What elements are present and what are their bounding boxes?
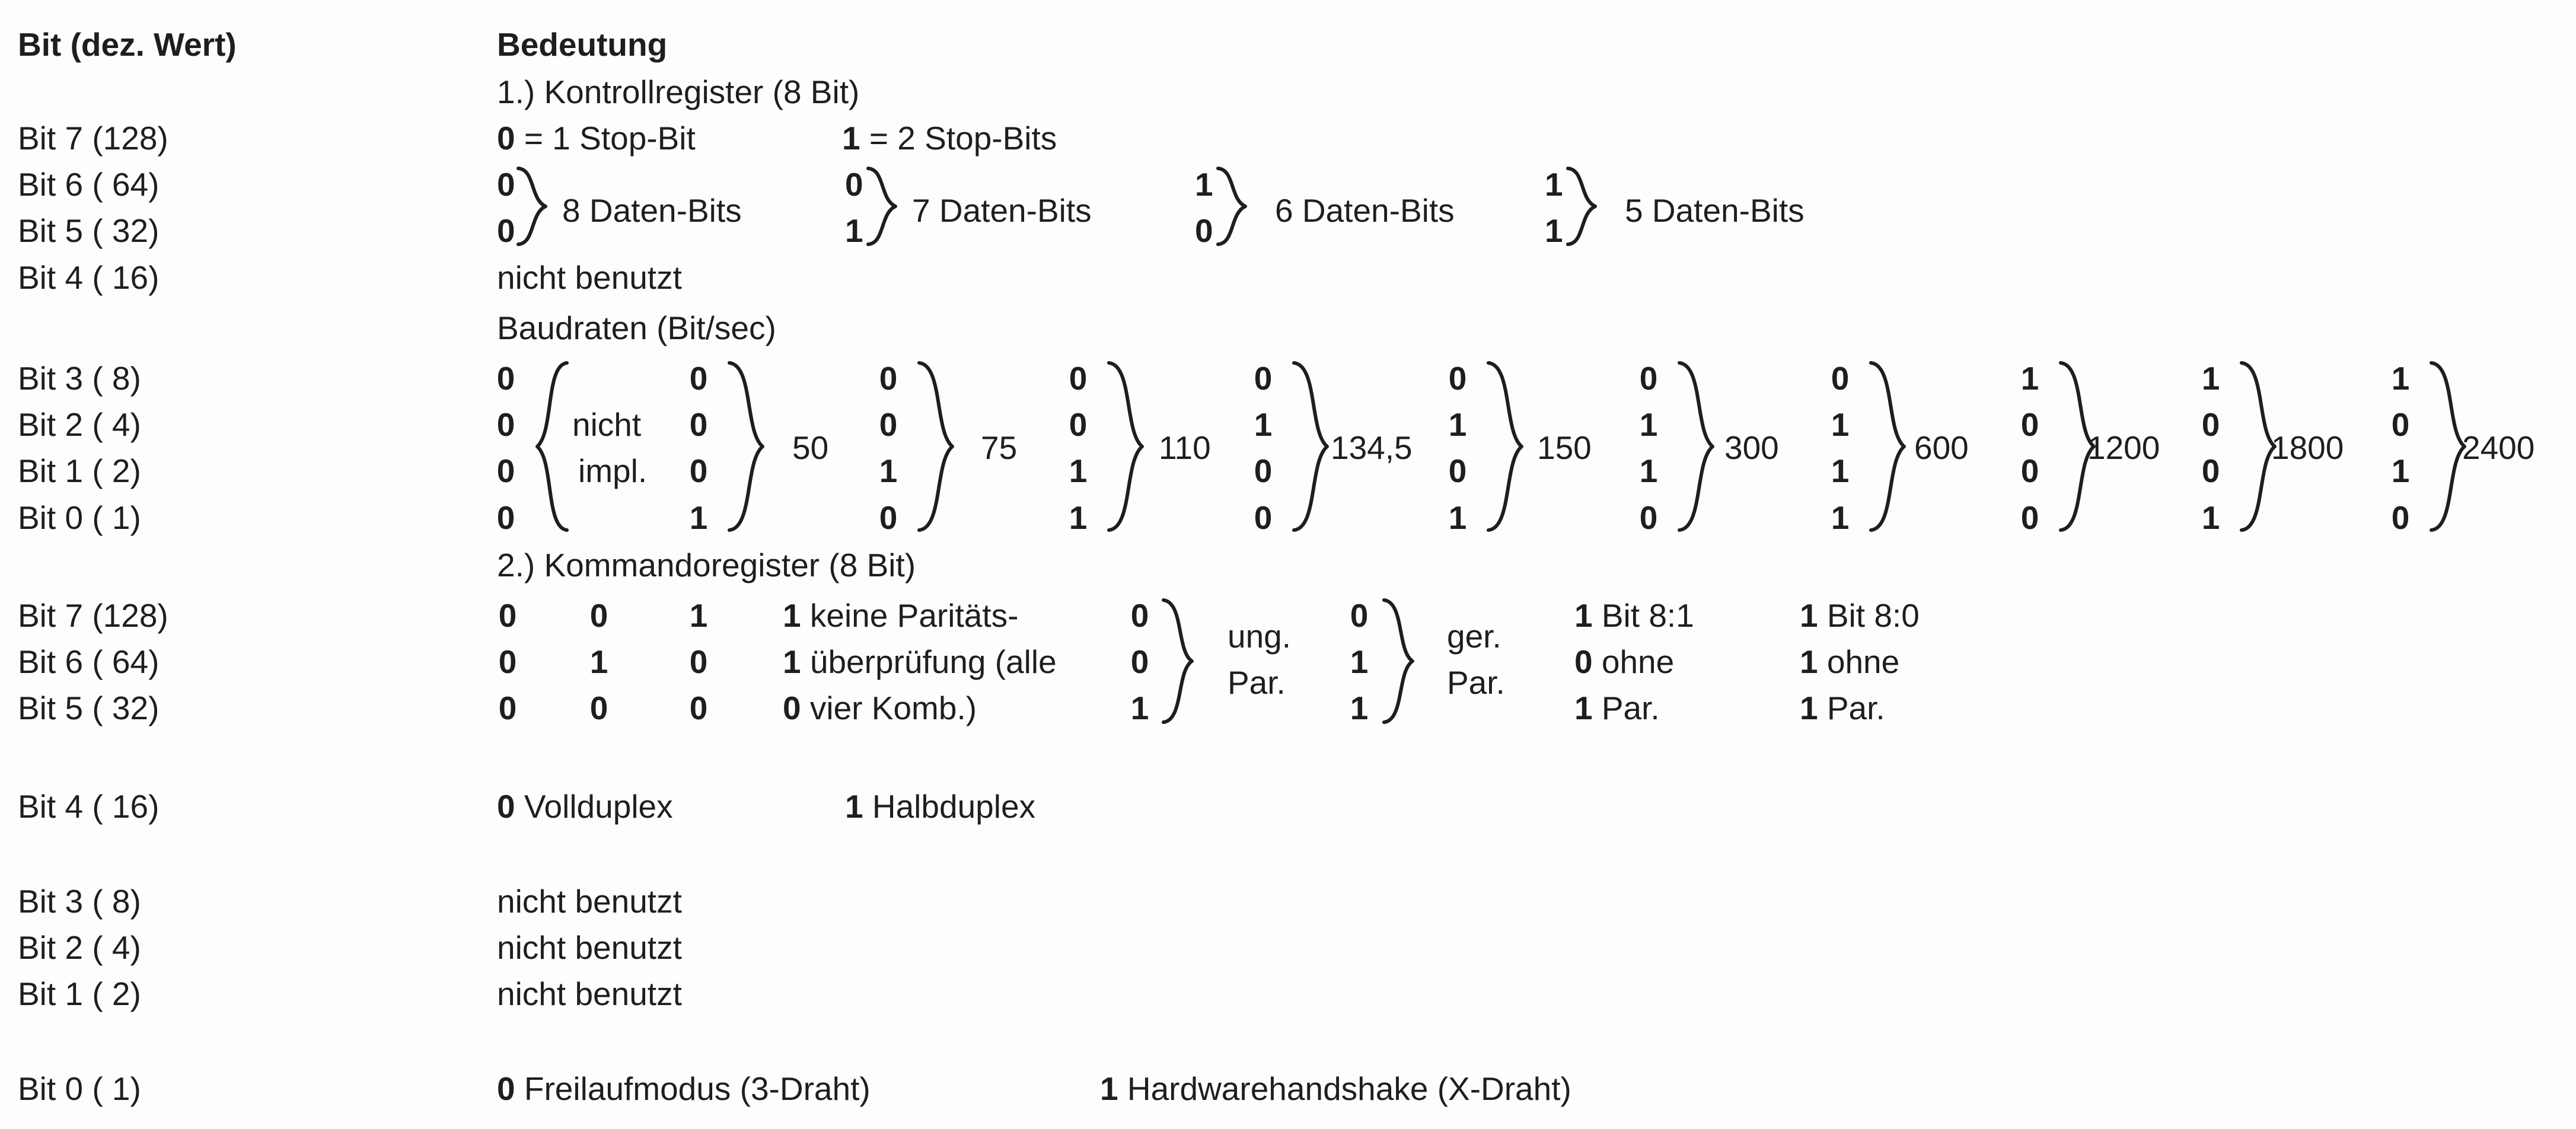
baud-rates-title: Baudraten (Bit/sec) — [497, 310, 776, 346]
baud-10-bit0: 0 — [2391, 499, 2410, 536]
no-parity-text-line1 — [783, 596, 1018, 635]
data-bits-5-bit6: 1 — [1545, 166, 1563, 203]
baud-4-bit0: 0 — [1254, 499, 1273, 536]
data-bits-8-brace — [516, 166, 551, 247]
not-implemented-line2: impl. — [578, 452, 648, 489]
half-duplex-option — [845, 787, 1035, 826]
odd-parity-bit5: 1 — [1130, 690, 1149, 726]
bit8-zero-v2: 1 — [1800, 643, 1818, 680]
hardware-handshake-option — [1100, 1069, 1571, 1108]
bit8-one-l2: ohne — [1592, 643, 1675, 680]
bit8-zero-line3 — [1800, 688, 1885, 728]
no-parity-c1-bit7: 0 — [498, 597, 517, 634]
baud-3-brace — [1107, 361, 1148, 532]
data-bits-8-bit6: 0 — [497, 166, 515, 203]
baud-1-bit1: 0 — [689, 452, 708, 489]
bit8-zero-line1 — [1800, 596, 1920, 635]
row-label-bit0: Bit 0 ( 1) — [18, 499, 141, 536]
odd-parity-label-2: Par. — [1228, 664, 1286, 701]
baud-6-brace — [1677, 361, 1719, 532]
baud-1-bit2: 0 — [689, 406, 708, 443]
data-bits-7-bit5: 1 — [845, 212, 863, 249]
baud-7-bit1: 1 — [1831, 452, 1850, 489]
baud-3-bit1: 1 — [1069, 452, 1088, 489]
even-parity-bit7: 0 — [1350, 597, 1369, 634]
baud-0-bit1: 0 — [496, 452, 515, 489]
cmd-bit3-unused: nicht benutzt — [497, 883, 682, 920]
even-parity-bit6: 1 — [1350, 643, 1369, 680]
data-bits-6-bit5: 0 — [1195, 212, 1213, 249]
odd-parity-label-1: ung. — [1228, 618, 1292, 655]
cmd-row-label-bit4: Bit 4 ( 16) — [18, 788, 160, 825]
baud-5-brace — [1486, 361, 1528, 532]
bit8-one-line1 — [1574, 596, 1694, 635]
data-bits-7-label: 7 Daten-Bits — [912, 192, 1092, 229]
baud-8-bit0: 0 — [2020, 499, 2039, 536]
meaning-column-header: Bedeutung — [497, 26, 668, 63]
stop-bit-option-0 — [497, 119, 696, 158]
baud-rate-label-6: 300 — [1724, 429, 1779, 466]
baud-7-bit3: 0 — [1831, 360, 1850, 397]
bit8-zero-l3: Par. — [1818, 690, 1885, 726]
baud-10-bit1: 1 — [2391, 452, 2410, 489]
row-label-bit1: Bit 1 ( 2) — [18, 452, 141, 489]
cmd-bit2-unused: nicht benutzt — [497, 929, 682, 966]
half-duplex-value: 1 — [845, 788, 863, 825]
baud-4-brace — [1292, 361, 1333, 532]
bit8-one-l3: Par. — [1592, 690, 1660, 726]
no-parity-c2-bit5: 0 — [589, 690, 608, 726]
data-bits-6-bit6: 1 — [1195, 166, 1213, 203]
even-parity-brace — [1382, 598, 1417, 725]
baud-1-brace — [727, 361, 769, 532]
no-parity-c4-bit5: 0 — [783, 690, 801, 726]
baud-2-bit3: 0 — [879, 360, 898, 397]
bit8-zero-l2: ohne — [1818, 643, 1900, 680]
bit-column-header: Bit (dez. Wert) — [18, 26, 237, 63]
command-register-title: 2.) Kommandoregister (8 Bit) — [497, 547, 916, 583]
cmd-bit1-unused: nicht benutzt — [497, 975, 682, 1012]
no-parity-c2-bit6: 1 — [589, 643, 608, 680]
no-parity-label-1: keine Paritäts- — [801, 597, 1019, 634]
free-run-mode-option — [497, 1069, 871, 1108]
data-bits-5-label: 5 Daten-Bits — [1625, 192, 1805, 229]
row-label-bit2: Bit 2 ( 4) — [18, 406, 141, 443]
bit8-one-line3 — [1574, 688, 1660, 728]
no-parity-c3-bit7: 1 — [689, 597, 708, 634]
baud-2-bit0: 0 — [879, 499, 898, 536]
even-parity-bit5: 1 — [1350, 690, 1369, 726]
bit8-one-v1: 1 — [1574, 597, 1593, 634]
bit8-zero-l1: Bit 8:0 — [1818, 597, 1920, 634]
data-bits-6-brace — [1216, 166, 1251, 247]
row-label-bit4: Bit 4 ( 16) — [18, 259, 160, 296]
baud-9-bit3: 1 — [2201, 360, 2220, 397]
no-parity-c2-bit7: 0 — [589, 597, 608, 634]
even-parity-label-1: ger. — [1447, 618, 1501, 655]
cmd-row-label-bit5: Bit 5 ( 32) — [18, 690, 160, 726]
hardware-handshake-label: Hardwarehandshake (X-Draht) — [1118, 1070, 1571, 1107]
bit8-zero-v1: 1 — [1800, 597, 1818, 634]
odd-parity-brace — [1161, 598, 1197, 725]
baud-8-bit3: 1 — [2020, 360, 2039, 397]
cmd-row-label-bit3: Bit 3 ( 8) — [18, 883, 141, 920]
baud-6-bit0: 0 — [1639, 499, 1658, 536]
bit8-zero-line2 — [1800, 642, 1899, 681]
no-parity-c1-bit5: 0 — [498, 690, 517, 726]
no-parity-c4-bit6: 1 — [783, 643, 801, 680]
baud-2-brace — [917, 361, 958, 532]
data-bits-5-bit5: 1 — [1545, 212, 1563, 249]
no-parity-text-line2 — [783, 642, 1057, 681]
baud-rate-label-7: 600 — [1914, 429, 1969, 466]
bit8-one-line2 — [1574, 642, 1674, 681]
data-bits-7-brace — [866, 166, 901, 247]
odd-parity-bit7: 0 — [1130, 597, 1149, 634]
row-label-bit7: Bit 7 (128) — [18, 120, 168, 157]
half-duplex-label: Halbduplex — [863, 788, 1036, 825]
baud-rate-label-5: 150 — [1537, 429, 1592, 466]
full-duplex-option — [497, 787, 673, 826]
baud-rate-label-1: 50 — [792, 429, 829, 466]
baud-8-bit2: 0 — [2020, 406, 2039, 443]
baud-9-bit0: 1 — [2201, 499, 2220, 536]
baud-3-bit3: 0 — [1069, 360, 1088, 397]
no-parity-c3-bit5: 0 — [689, 690, 708, 726]
baud-5-bit0: 1 — [1448, 499, 1467, 536]
baud-2-bit1: 1 — [879, 452, 898, 489]
cmd-row-label-bit1: Bit 1 ( 2) — [18, 975, 141, 1012]
no-parity-label-2: überprüfung (alle — [801, 643, 1057, 680]
bit8-zero-v3: 1 — [1800, 690, 1818, 726]
row-label-bit6: Bit 6 ( 64) — [18, 166, 160, 203]
data-bits-8-bit5: 0 — [497, 212, 515, 249]
stop-bit-value-0: 0 — [497, 120, 515, 157]
baud-5-bit3: 0 — [1448, 360, 1467, 397]
free-run-mode-value: 0 — [497, 1070, 515, 1107]
baud-not-impl-left-brace — [534, 361, 569, 532]
baud-6-bit1: 1 — [1639, 452, 1658, 489]
full-duplex-label: Vollduplex — [515, 788, 673, 825]
baud-6-bit2: 1 — [1639, 406, 1658, 443]
baud-10-bit2: 0 — [2391, 406, 2410, 443]
data-bits-8-label: 8 Daten-Bits — [562, 192, 742, 229]
full-duplex-value: 0 — [497, 788, 515, 825]
baud-0-bit2: 0 — [496, 406, 515, 443]
baud-5-bit1: 0 — [1448, 452, 1467, 489]
bit8-one-v3: 1 — [1574, 690, 1593, 726]
baud-7-bit0: 1 — [1831, 499, 1850, 536]
control-register-title: 1.) Kontrollregister (8 Bit) — [497, 74, 860, 110]
baud-rate-label-4: 134,5 — [1331, 429, 1413, 466]
not-implemented-line1: nicht — [572, 406, 642, 443]
no-parity-label-3: vier Komb.) — [801, 690, 977, 726]
row-label-bit5: Bit 5 ( 32) — [18, 212, 160, 249]
baud-rate-label-9: 1800 — [2271, 429, 2344, 466]
baud-7-brace — [1869, 361, 1910, 532]
baud-1-bit3: 0 — [689, 360, 708, 397]
baud-3-bit0: 1 — [1069, 499, 1088, 536]
cmd-row-label-bit7: Bit 7 (128) — [18, 597, 168, 634]
stop-bit-value-1: 1 — [842, 120, 860, 157]
baud-9-bit2: 0 — [2201, 406, 2220, 443]
no-parity-c1-bit6: 0 — [498, 643, 517, 680]
row-label-bit3: Bit 3 ( 8) — [18, 360, 141, 397]
cmd-row-label-bit6: Bit 6 ( 64) — [18, 643, 160, 680]
baud-10-bit3: 1 — [2391, 360, 2410, 397]
data-bits-7-bit6: 0 — [845, 166, 863, 203]
baud-6-bit3: 0 — [1639, 360, 1658, 397]
cmd-row-label-bit2: Bit 2 ( 4) — [18, 929, 141, 966]
baud-3-bit2: 0 — [1069, 406, 1088, 443]
baud-4-bit1: 0 — [1254, 452, 1273, 489]
no-parity-text-line3 — [783, 688, 977, 728]
stop-bit-label-1: = 2 Stop-Bits — [860, 120, 1057, 157]
baud-rate-label-8: 1200 — [2087, 429, 2160, 466]
stop-bit-label-0: = 1 Stop-Bit — [515, 120, 696, 157]
baud-rate-label-10: 2400 — [2462, 429, 2535, 466]
baud-2-bit2: 0 — [879, 406, 898, 443]
baud-4-bit3: 0 — [1254, 360, 1273, 397]
baud-7-bit2: 1 — [1831, 406, 1850, 443]
no-parity-c3-bit6: 0 — [689, 643, 708, 680]
baud-5-bit2: 1 — [1448, 406, 1467, 443]
control-bit4-unused: nicht benutzt — [497, 259, 682, 296]
bit8-one-l1: Bit 8:1 — [1592, 597, 1694, 634]
baud-0-bit0: 0 — [496, 499, 515, 536]
stop-bit-option-1 — [842, 119, 1057, 158]
baud-rate-label-3: 110 — [1159, 429, 1211, 466]
baud-1-bit0: 1 — [689, 499, 708, 536]
baud-8-bit1: 0 — [2020, 452, 2039, 489]
bit8-one-v2: 0 — [1574, 643, 1593, 680]
even-parity-label-2: Par. — [1447, 664, 1505, 701]
no-parity-c4-bit7: 1 — [783, 597, 801, 634]
baud-rate-label-2: 75 — [981, 429, 1018, 466]
baud-0-bit3: 0 — [496, 360, 515, 397]
data-bits-6-label: 6 Daten-Bits — [1275, 192, 1455, 229]
baud-4-bit2: 1 — [1254, 406, 1273, 443]
cmd-row-label-bit0: Bit 0 ( 1) — [18, 1070, 141, 1107]
data-bits-5-brace — [1566, 166, 1601, 247]
free-run-mode-label: Freilaufmodus (3-Draht) — [515, 1070, 871, 1107]
odd-parity-bit6: 0 — [1130, 643, 1149, 680]
baud-9-bit1: 0 — [2201, 452, 2220, 489]
hardware-handshake-value: 1 — [1100, 1070, 1118, 1107]
